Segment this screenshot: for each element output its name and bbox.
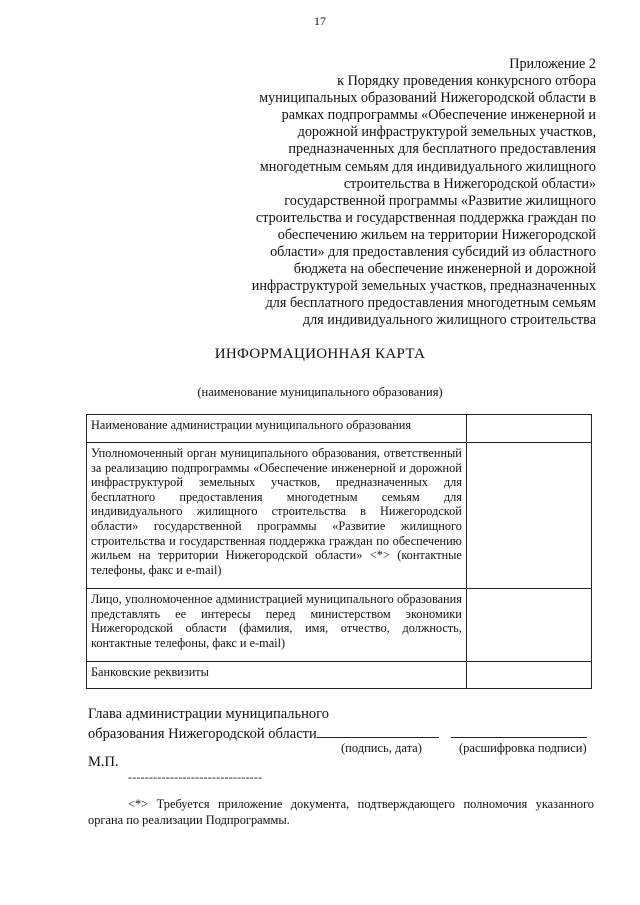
signature-title-line1: Глава администрации муниципального (88, 706, 329, 722)
stamp-place: М.П. (88, 754, 119, 770)
appendix-line: области» для предоставления субсидий из областного (270, 244, 596, 261)
appendix-line: строительства и государственная поддержка граждан по (255, 209, 596, 226)
signature-blank[interactable] (317, 723, 439, 738)
footnote: <*> Требуется приложение документа, подтверждающего полномочия указанного органа по реализации Подпрограммы. (88, 797, 594, 827)
row-label: Наименование администрации муниципального образования (87, 415, 467, 443)
decode-blank[interactable] (451, 723, 587, 738)
appendix-header (196, 56, 596, 330)
appendix-line: к Порядку проведения конкурсного отбора (337, 73, 596, 90)
appendix-line: для индивидуального жилищного строительства (302, 312, 596, 329)
appendix-line: обеспечению жильем на территории Нижегородской (277, 226, 596, 243)
row-label: Уполномоченный орган муниципального образования, ответственный за реализацию подпрограммы «Обеспечение инженерной и дорожной инфраструктурой земельных участков, предназначенных для бесплатного предоставления многодетным семьям для индивидуального жилищного строительства в Нижегородской области» государственной программы «Развитие жилищного строительства и государственная поддержка граждан по обеспечению жильем на территории Нижегородской области» <*> (контактные телефоны, факс и e-mail) (87, 443, 467, 589)
sign-caption: (подпись, дата) (341, 741, 422, 755)
appendix-line: дорожной инфраструктурой земельных участков, (297, 124, 596, 141)
row-label: Банковские реквизиты (87, 662, 467, 689)
appendix-line: многодетным семьям для индивидуального жилищного (259, 158, 596, 175)
appendix-line: строительства в Нижегородской области» (343, 175, 596, 192)
row-value-field[interactable] (466, 443, 591, 589)
row-value-field[interactable] (466, 415, 591, 443)
appendix-line: бюджета на обеспечение инженерной и дорожной (293, 261, 596, 278)
appendix-line: для бесплатного предоставления многодетным семьям (265, 295, 596, 312)
appendix-line: Приложение 2 (509, 56, 596, 72)
appendix-line: инфраструктурой земельных участков, предназначенных (251, 278, 596, 295)
signature-title-line2: образования Нижегородской области (88, 726, 317, 742)
appendix-line: государственной программы «Развитие жилищного (284, 192, 596, 209)
table-row (87, 415, 592, 443)
info-table (86, 414, 592, 689)
row-label: Лицо, уполномоченное администрацией муниципального образования представлять ее интересы перед министерством экономики Нижегородской области (фамилия, имя, отчество, должность, контактные телефоны, факс и e-mail) (87, 589, 467, 662)
decode-caption: (расшифровка подписи) (459, 741, 587, 755)
row-value-field[interactable] (466, 589, 591, 662)
document-subtitle: (наименование муниципального образования) (197, 385, 443, 399)
appendix-line: рамках подпрограммы «Обеспечение инженерной и (281, 107, 596, 124)
appendix-line: предназначенных для бесплатного предоставления (288, 141, 596, 158)
document-title: ИНФОРМАЦИОННАЯ КАРТА (214, 346, 426, 362)
row-value-field[interactable] (466, 662, 591, 689)
table-row (87, 662, 592, 689)
table-row (87, 443, 592, 589)
appendix-line: муниципальных образований Нижегородской области в (259, 90, 596, 107)
table-row (87, 589, 592, 662)
page-number: 17 (314, 14, 326, 28)
signature-title-line2-block (88, 723, 587, 743)
footnote-separator: -------------------------------- (128, 770, 263, 784)
